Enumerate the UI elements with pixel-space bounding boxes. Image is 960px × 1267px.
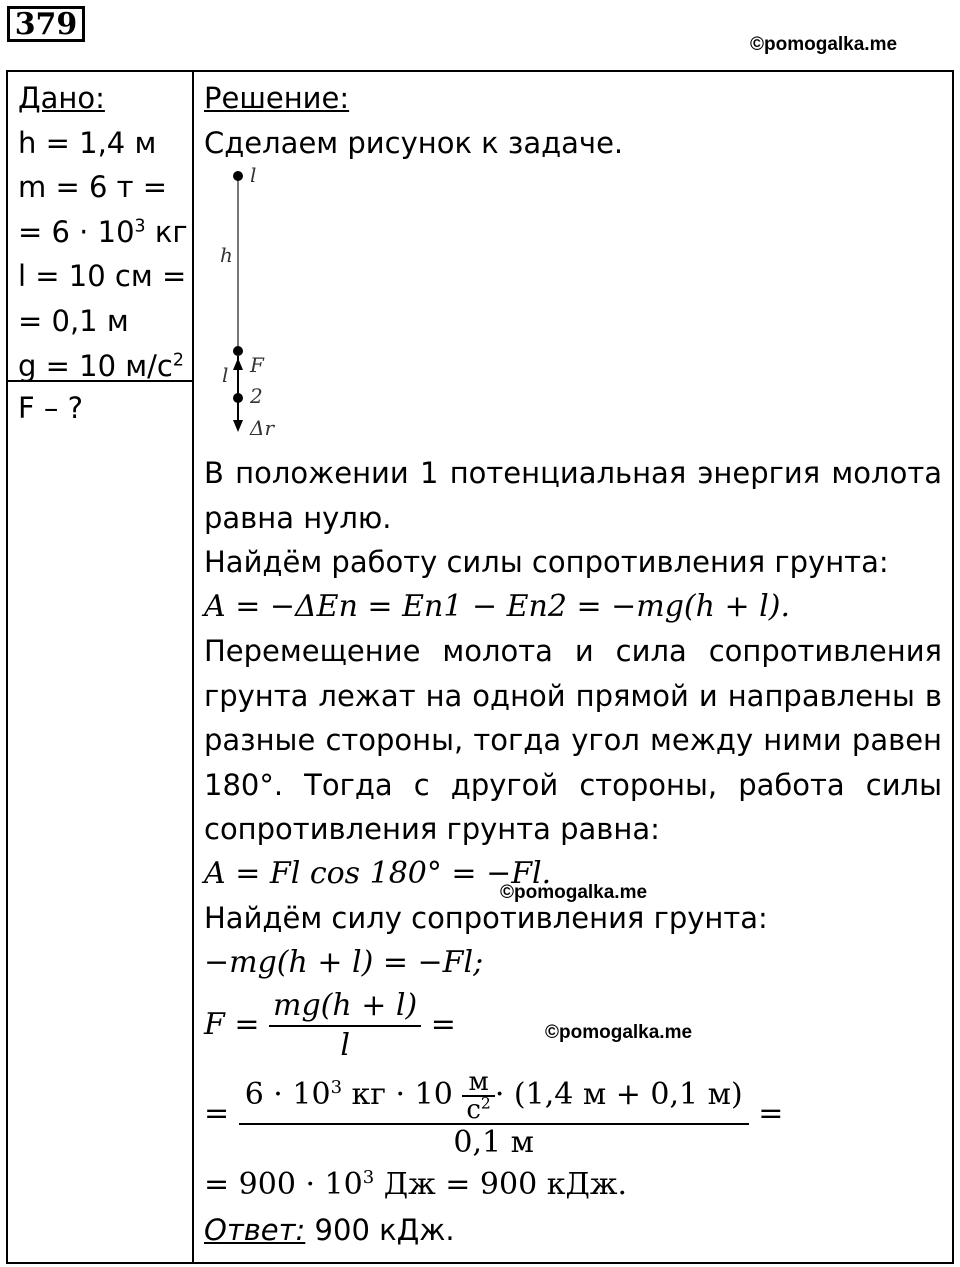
watermark-lower: ©pomogalka.me — [545, 1022, 693, 1043]
figure-label-displacement: Δr — [250, 416, 275, 440]
problem-figure — [210, 160, 290, 440]
figure-label-top: l — [250, 163, 257, 187]
given-gravity: g = 10 $м/с^2$ — [18, 348, 184, 383]
find-quantity: F – ? — [18, 391, 84, 425]
paragraph-find-work: Найдём работу силы сопротивления грунта: — [204, 545, 889, 579]
given-height: h = 1,4 м — [18, 125, 157, 160]
answer-value: 900 кДж. — [305, 1212, 455, 1247]
solution-body — [204, 451, 942, 1252]
problem-number: 379 — [7, 6, 85, 42]
equation-work: A = −ΔEп = Eп1 − Eп2 = −mg(h + l). — [204, 588, 790, 624]
equation-balance: −mg(h + l) = −Fl; — [204, 944, 484, 980]
figure-label-h: h — [220, 243, 233, 267]
equation-force-numeric: = $6 \cdot 10^3$ кг · 10 $\frac{м}{с^2}$ · (1,4 м + 0,1 м) 0,1 м = — [204, 1067, 784, 1160]
solution-title: Решение: — [204, 81, 350, 115]
watermark-middle: ©pomogalka.me — [500, 882, 648, 903]
given-mass-si: = $6 \cdot 10^3$ кг — [18, 214, 188, 249]
given-block — [18, 76, 188, 388]
watermark-top: ©pomogalka.me — [750, 34, 898, 55]
answer-line — [204, 1208, 942, 1253]
solution-top — [204, 76, 942, 165]
given-length-si: = 0,1 м — [18, 303, 129, 338]
solution-intro: Сделаем рисунок к задаче. — [204, 125, 624, 160]
equation-work-cos: A = Fl cos 180° = −Fl. — [204, 855, 552, 891]
equation-result: = $900 \cdot 10^3$ Дж = 900 кДж. — [204, 1167, 627, 1202]
answer-label: Ответ: — [204, 1212, 306, 1247]
paragraph-potential-energy: В положении 1 потенциальная энергия молота равна нулю. — [204, 456, 942, 535]
figure-label-force: F — [250, 353, 264, 377]
paragraph-angle: Перемещение молота и сила сопротивления грунта лежат на одной прямой и направлены в разные стороны, тогда угол между ними равен 180°. Тогда с другой стороны, работа силы сопротивления грунта равна: — [204, 634, 942, 846]
given-length: l = 10 см = — [18, 259, 187, 294]
figure-label-2: 2 — [250, 384, 263, 408]
column-divider — [192, 70, 194, 1264]
given-mass: m = 6 т = — [18, 170, 168, 205]
paragraph-find-force: Найдём силу сопротивления грунта: — [204, 901, 768, 935]
equation-force-formula: F = $\frac{mg(h + l)}{l}$ = — [204, 988, 456, 1063]
figure-label-l: l — [222, 363, 229, 387]
given-title: Дано: — [18, 81, 105, 115]
